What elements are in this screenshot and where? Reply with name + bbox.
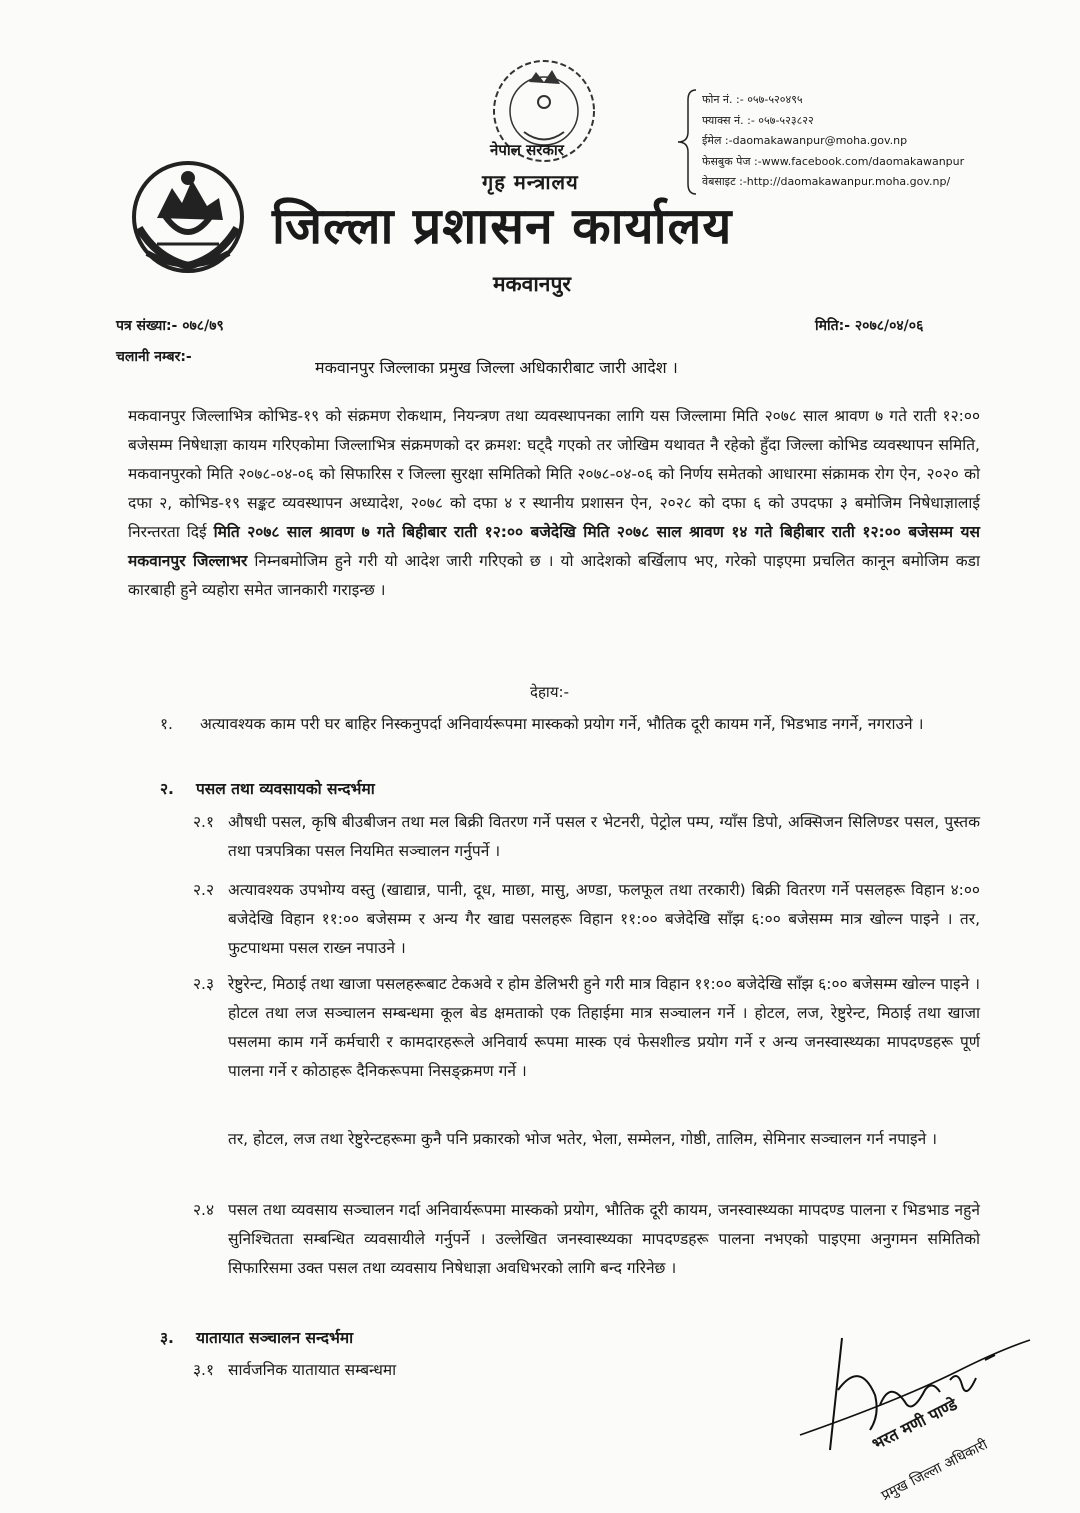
letter-date: मिति:- २०७८/०४/०६ bbox=[815, 318, 924, 334]
list-item bbox=[0, 808, 1080, 868]
list-item bbox=[0, 970, 1080, 1180]
item-text: अत्यावश्यक काम परी घर बाहिर निस्कनुपर्दा अनिवार्यरूपमा मास्कको प्रयोग गर्ने, भौतिक दूरी कायम गर्ने, भिडभाड नगर्ने, नगराउने । bbox=[200, 715, 924, 733]
item-text: अत्यावश्यक उपभोग्य वस्तु (खाद्यान्न, पानी, दूध, माछा, मासु, अण्डा, फलफूल तथा तरकारी) बिक्री वितरण गर्ने पसलहरू विहान ४:०० बजेदेखि विहान ११:०० बजेसम्म र अन्य गैर खाद्य पसलहरू विहान ११:०० बजेदेखि साँझ ६:०० बजेसम्म मात्र खोल्न पाइने । तर, फुटपाथमा पसल राख्न नपाउने । bbox=[228, 881, 980, 957]
body-text-1: मकवानपुर जिल्लाभित्र कोभिड-१९ को संक्रमण रोकथाम, नियन्त्रण तथा व्यवस्थापनका लागि यस जिल्लामा मिति २०७८ साल श्रावण ७ गते राती १२:०० बजेसम्म निषेधाज्ञा कायम गरिएकोमा जिल्लाभित्र संक्रमणको दर क्रमश: घट्दै गएको तर जोखिम यथावत नै रहेको हुँदा जिल्ला कोभिड व्यवस्थापन समिति, मकवानपुरको मिति २०७८-०४-०६ को सिफारिस र जिल्ला सुरक्षा समितिको मिति २०७८-०४-०६ को निर्णय समेतको आधारमा संक्रामक रोग ऐन, २०२० को दफा २, कोभिड-१९ सङ्कट व्यवस्थापन अध्यादेश, २०७८ को दफा ४ र स्थानीय प्रशासन ऐन, २०२८ को दफा ६ को उपदफा ३ बमोजिम निषेधाज्ञालाई निरन्तरता दिई bbox=[128, 407, 980, 541]
contact-email[interactable]: ईमेल :-daomakawanpur@moha.gov.np bbox=[702, 134, 908, 147]
item-text-exception: तर, होटल, लज तथा रेष्टुरेन्टहरूमा कुनै पनि प्रकारको भोज भतेर, भेला, सम्मेलन, गोष्ठी, तालिम, सेमिनार सञ्चालन गर्न नपाइने । bbox=[228, 1130, 938, 1148]
list-item bbox=[0, 775, 1080, 805]
nepal-emblem-icon bbox=[127, 158, 249, 276]
district-title: मकवानपुर bbox=[493, 272, 571, 296]
list-item bbox=[0, 1196, 1080, 1316]
item-text: पसल तथा व्यवसायको सन्दर्भमा bbox=[196, 780, 375, 798]
item-number: २.२ bbox=[193, 881, 215, 899]
letter-subject: मकवानपुर जिल्लाका प्रमुख जिल्ला अधिकारीबाट जारी आदेश । bbox=[315, 358, 678, 377]
item-text: रेष्टुरेन्ट, मिठाई तथा खाजा पसलहरूबाट टेकअवे र होम डेलिभरी हुने गरी मात्र विहान ११:०० बजेदेखि साँझ ६:०० बजेसम्म खोल्न पाइने । होटल तथा लज सञ्चालन सम्बन्धमा कूल बेड क्षमताको एक तिहाईमा मात्र सञ्चालन गर्ने । होटल, लज, रेष्टुरेन्ट, मिठाई तथा खाजा पसलमा काम गर्ने कर्मचारी र कामदारहरूले अनिवार्य रूपमा मास्क एवं फेसशील्ड प्रयोग गर्ने र अन्य जनस्वास्थ्यका मापदण्डहरू पूर्ण पालना गर्ने र कोठाहरू दैनिकरूपमा निसङ्क्रमण गर्ने । bbox=[228, 975, 980, 1080]
item-number: २.४ bbox=[193, 1201, 215, 1219]
list-item bbox=[0, 876, 1080, 966]
contact-website[interactable]: वेबसाइट :-http://daomakawanpur.moha.gov.np/ bbox=[702, 175, 951, 188]
schedule-heading: देहाय:- bbox=[530, 683, 569, 701]
government-label: नेपाल सरकार bbox=[490, 141, 564, 159]
signatory-name: भरत मणी पाण्डे bbox=[868, 1394, 961, 1454]
contact-block bbox=[702, 90, 964, 193]
contact-facebook[interactable]: फेसबुक पेज :-www.facebook.com/daomakawanpur bbox=[702, 154, 965, 168]
item-number: ३. bbox=[160, 1329, 174, 1347]
item-number: १. bbox=[160, 715, 173, 733]
item-text: औषधी पसल, कृषि बीउबीजन तथा मल बिक्री वितरण गर्ने पसल र भेटनरी, पेट्रोल पम्प, ग्याँस डिपो, अक्सिजन सिलिण्डर पसल, पुस्तक तथा पत्रपत्रिका पसल नियमित सञ्चालन गर्नुपर्ने । bbox=[228, 813, 980, 860]
letter-reference: पत्र संख्या:- ०७८/७९ bbox=[116, 318, 224, 334]
contact-fax: फ्याक्स नं. :- ०५७-५२३८२२ bbox=[702, 113, 814, 127]
list-item bbox=[0, 710, 1080, 770]
contact-phone: फोन नं. :- ०५७-५२०४९५ bbox=[702, 93, 803, 106]
contact-brace-icon bbox=[672, 88, 700, 196]
signatory-title: प्रमुख जिल्ला अधिकारी bbox=[878, 1436, 991, 1505]
item-number: २.३ bbox=[193, 975, 215, 993]
office-title: जिल्ला प्रशासन कार्यालय bbox=[272, 197, 733, 255]
ministry-title: गृह मन्त्रालय bbox=[482, 170, 579, 194]
item-text: यातायात सञ्चालन सन्दर्भमा bbox=[196, 1329, 354, 1347]
item-number: २. bbox=[160, 780, 174, 798]
item-number: ३.१ bbox=[193, 1361, 215, 1379]
item-text: पसल तथा व्यवसाय सञ्चालन गर्दा अनिवार्यरूपमा मास्कको प्रयोग, भौतिक दूरी कायम, जनस्वास्थ्यका मापदण्ड पालना र भिडभाड नहुने सुनिश्चितता सम्बन्धित व्यवसायीले गर्नुपर्ने । उल्लेखित जनस्वास्थ्यका मापदण्डहरू पालना नभएको पाइएमा अनुगमन समितिको सिफारिसमा उक्त पसल तथा व्यवसाय निषेधाज्ञा अवधिभरको लागि बन्द गरिनेछ । bbox=[228, 1201, 980, 1277]
body-text-2: निम्नबमोजिम हुने गरी यो आदेश जारी गरिएको छ । यो आदेशको बर्खिलाप भए, गरेको पाइएमा प्रचलित कानून बमोजिम कडा कारबाही हुने व्यहोरा समेत जानकारी गराइन्छ । bbox=[128, 552, 980, 599]
item-number: २.१ bbox=[193, 813, 215, 831]
item-text: सार्वजनिक यातायात सम्बन्धमा bbox=[228, 1361, 397, 1379]
body-paragraph bbox=[128, 402, 980, 605]
dispatch-number: चलानी नम्बर:- bbox=[116, 349, 192, 365]
body-text-bold: मिति २०७८ साल श्रावण ७ गते बिहीबार राती १२:०० बजेदेखि मिति २०७८ साल श्रावण १४ गते बिहीबार राती १२:०० बजेसम्म यस मकवानपुर जिल्लाभर bbox=[128, 523, 980, 570]
